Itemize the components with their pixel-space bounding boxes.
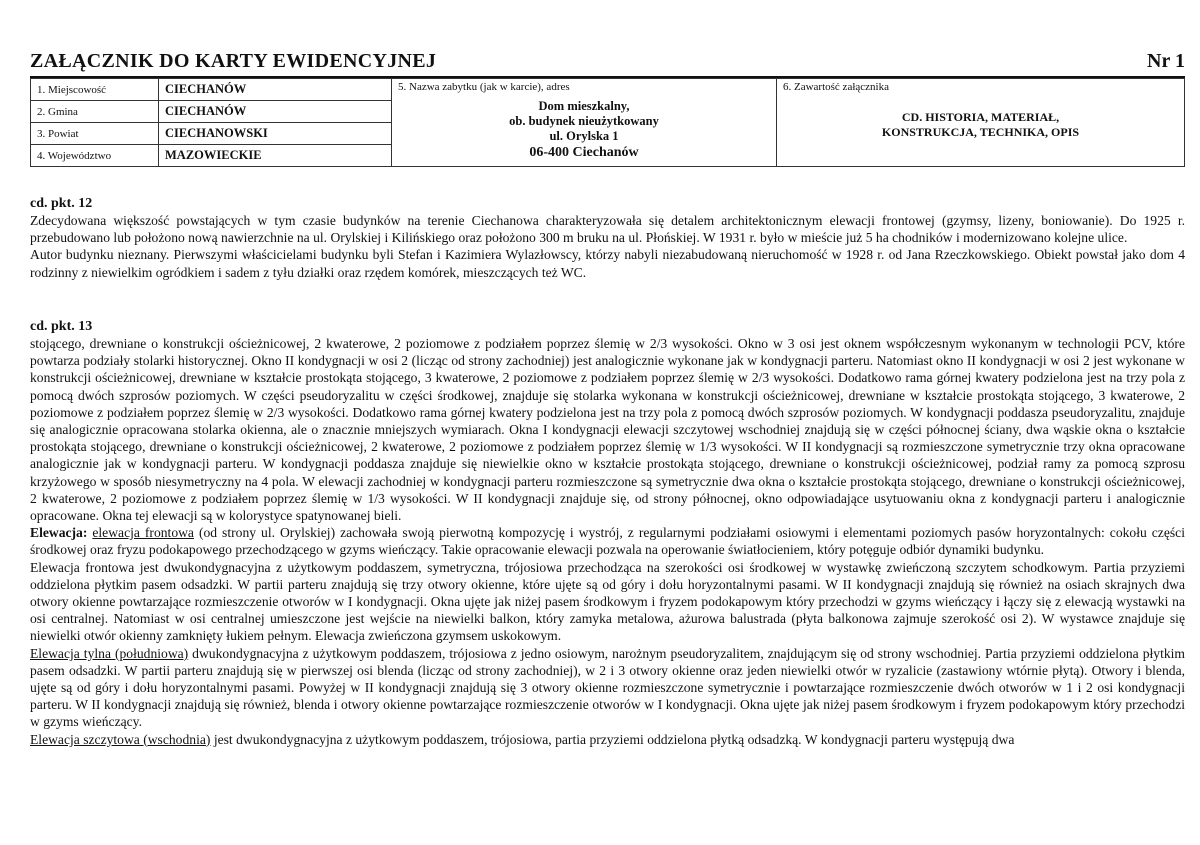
zabytek-cell [392,79,777,167]
gmina-label: 2. Gmina [31,101,159,123]
section-13-paragraph-szczytowa [30,731,1185,748]
section-13 [30,318,1185,748]
elewacja-frontowa-text: (od strony ul. Orylskiej) zachowała swoją pierwotną kompozycję i wystrój, z regularnymi podziałami osiowymi i elementami poziomych pasów horyzontalnych: cokołu części środkowej oraz fryzu podokapowego przechodzącego w gzyms wieńczący. Takie opracowanie elewacji pozwala na operowanie światłocieniem, który potęguje odbiór dynamiki budynku. [30,525,1185,558]
section-12 [30,195,1185,281]
zawartosc-cell [777,79,1185,167]
elewacja-tylna-label: Elewacja tylna (południowa) [30,645,189,661]
zawartosc-line2: KONSTRUKCJA, TECHNIKA, OPIS [881,125,1080,139]
zawartosc-label: 6. Zawartość załącznika [783,81,889,93]
elewacja-szczytowa-label: Elewacja szczytowa (wschodnia) [30,731,211,747]
wojewodztwo-value: MAZOWIECKIE [159,145,392,167]
elewacja-label: Elewacja: [30,525,88,541]
document-number: Nr 1 [1147,50,1185,72]
section-13-paragraph-tylna [30,645,1185,731]
zabytek-line1: Dom mieszkalny, [538,99,630,113]
document-title: ZAŁĄCZNIK DO KARTY EWIDENCYJNEJ [30,50,437,72]
zabytek-line3: ul. Orylska 1 [549,129,619,143]
powiat-label: 3. Powiat [31,123,159,145]
section-12-heading: cd. pkt. 12 [30,196,93,211]
elewacja-frontowa-link[interactable]: elewacja frontowa [92,525,194,541]
section-13-paragraph-frontowa: Elewacja frontowa jest dwukondygnacyjna z użytkowym poddaszem, symetryczna, trójosiowa przechodząca na szerokości osi środkowej w wystawkę zwieńczoną szczytem schodkowym. Partia przyziemi oddzielona płytkim pasem odsadzki. W partii parteru znajdują się trzy otwory okienne, które ujęte są od góry i dołu horyzontalnymi pasami. W II kondygnacji znajdują się również na osiach skrajnych dwa otwory okienne powtarzające rozmieszczenie otworów w I kondygnacji. Okna ujęte jak niżej pasem środkowym i fryzem podokapowym który przechodzi w gzyms wieńczący i łączy się z elewacją wystawki na osi centralnej. Natomiast w osi centralnej umieszczone jest wejście na niewielki balkon, który zamyka metalowa, ażurowa balustrada (płyta balkonowa zajmuje szerokość osi 2). W wystawce znajduje się niewielki otwór okienny zamknięty łukiem pełnym. Elewacja zwieńczona gzymsem uskokowym. [30,559,1185,644]
elewacja-tylna-text: dwukondygnacyjna z użytkowym poddaszem, trójosiowa z jedno osiowym, narożnym pseudoryzalitem, znajdującym się od strony wschodniej. Partia przyziemi oddzielona płytkim pasem odsadzki. W partii parteru znajdują się w pierwszej osi blenda (licząc od strony zachodniej), w 2 i 3 otwory okienne oraz jeden niewielki otwór w ryzalicie (zastawiony wtórnie płytą). Otwory i blenda, ujęte są od góry i dołu horyzontalnymi pasami. Powyżej w II kondygnacji znajdują się 3 otwory okienne rozmieszczone symetrycznie i powtarzające rozmieszczenie dwóch otworów w 1 i 2 osi kondygnacji parteru. W II kondygnacji znajdują się również, blenda i otwory okienne powtarzające rozmieszczenie otworów w I kondygnacji. Okna ujęte jak niżej pasem środkowym i fryzem podokapowym który przechodzi w gzyms wieńczący. [30,645,1185,730]
zabytek-label: 5. Nazwa zabytku (jak w karcie), adres [398,81,570,93]
section-13-heading: cd. pkt. 13 [30,319,93,334]
info-table [30,78,1185,167]
zawartosc-line1: CD. HISTORIA, MATERIAŁ, [901,110,1060,124]
elewacja-szczytowa-text: jest dwukondygnacyjna z użytkowym poddaszem, trójosiowa, partia przyziemi oddzielona płytką odsadzką. W kondygnacji parteru występują dwa [210,731,1015,747]
zabytek-line2: ob. budynek nieużytkowany [509,114,659,128]
powiat-value: CIECHANOWSKI [159,123,392,145]
section-13-paragraph-windows: stojącego, drewniane o konstrukcji ościeżnicowej, 2 kwaterowe, 2 poziomowe z podziałem poprzez ślemię w 2/3 wysokości. Okno w 3 osi jest oknem współczesnym wykonanym w technologii PCV, które powtarza podziały stolarki historycznej. Okno II kondygnacji w osi 2 (licząc od strony zachodniej) jest analogicznie wykonane jak w kondygnacji parteru. Natomiast okno II kondygnacji w osi 2 jest wykonane w konstrukcji ościeżnicowej, drewniane w kształcie prostokąta stojącego, 3 kwaterowe, 2 poziomowe z podziałem poprzez ślemię w 2/3 wysokości. Dodatkowo rama górnej kwatery podzielona jest na trzy pola z pomocą dwóch szprosów poziomych. W części pseudoryzalitu w części środkowej, znajduje się stolarka wykonana w konstrukcji ościeżnicowej, drewniane w kształcie prostokąta stojącego, 3 kwaterowe, 2 poziomowe z podziałem poprzez ślemię w 2/3 wysokości. Dodatkowo rama górnej kwatery podzielona jest na trzy pola z pomocą dwóch szprosów poziomych. W kondygnacji poddasza pseudoryzalitu, znajduje się analogicznie opracowana stolarka okienna, ale o znacznie mniejszych wymiarach. Okna I kondygnacji elewacji szczytowej wschodniej znajdują się w części północnej ściany, dwa wąskie okna o kształcie prostokąta stojącego, drewniane o konstrukcji ościeżnicowej, 2 kwaterowe, 2 poziomowe z podziałem poprzez ślemię w 1/3 wysokości. W II kondygnacji są rozmieszczone symetrycznie trzy okna opracowane analogicznie jak w kondygnacji parteru. W kondygnacji poddasza znajduje się niewielkie okno w kształcie prostokąta stojącego, drewniane o konstrukcji ościeżnicowej, podział ramy za pomocą szprosu krzyżowego w sposób niesymetryczny na 4 pola. W elewacji zachodniej w kondygnacji parteru rozmieszczone są symetrycznie dwa okna o kształcie prostokąta stojącego, drewniane o konstrukcji ościeżnicowej, 2 kwaterowe, 2 poziomowe z podziałem poprzez ślemię w 1/3 wysokości. W II kondygnacji znajduje się, od strony północnej, okno odpowiadające usytuowaniu okna z kondygnacji parteru i analogicznie opracowane. Okna tej elewacji są w kolorystyce spatynowanej bieli. [30,336,1185,524]
miejscowosc-value: CIECHANÓW [159,79,392,101]
gmina-value: CIECHANÓW [159,101,392,123]
wojewodztwo-label: 4. Województwo [31,145,159,167]
section-13-paragraph-elewacja [30,524,1185,558]
section-12-paragraph-2: Autor budynku nieznany. Pierwszymi właścicielami budynku byli Stefan i Kazimiera Wylazłowscy, którzy nabyli niezabudowaną nieruchomość w 1928 r. od Jana Rzeczkowskiego. Obiekt powstał jako dom 4 rodzinny z niewielkim ogródkiem i sadem z tyłu działki oraz rzędem komórek, mieszczących też WC. [30,247,1185,280]
section-12-paragraph-1: Zdecydowana większość powstających w tym czasie budynków na terenie Ciechanowa charakteryzowała się detalem architektonicznym elewacji frontowej (gzymsy, lizeny, boniowanie). Do 1925 r. przebudowano lub położono nową nawierzchnie na ul. Orylskiej i Kilińskiego oraz położono 300 m bruku na ul. Płońskiej. W 1931 r. było w mieście już 5 ha chodników i modernizowano kolejne ulice. [30,213,1185,246]
miejscowosc-label: 1. Miejscowość [31,79,159,101]
document-header [30,50,1185,78]
zabytek-line4: 06-400 Ciechanów [529,145,639,160]
